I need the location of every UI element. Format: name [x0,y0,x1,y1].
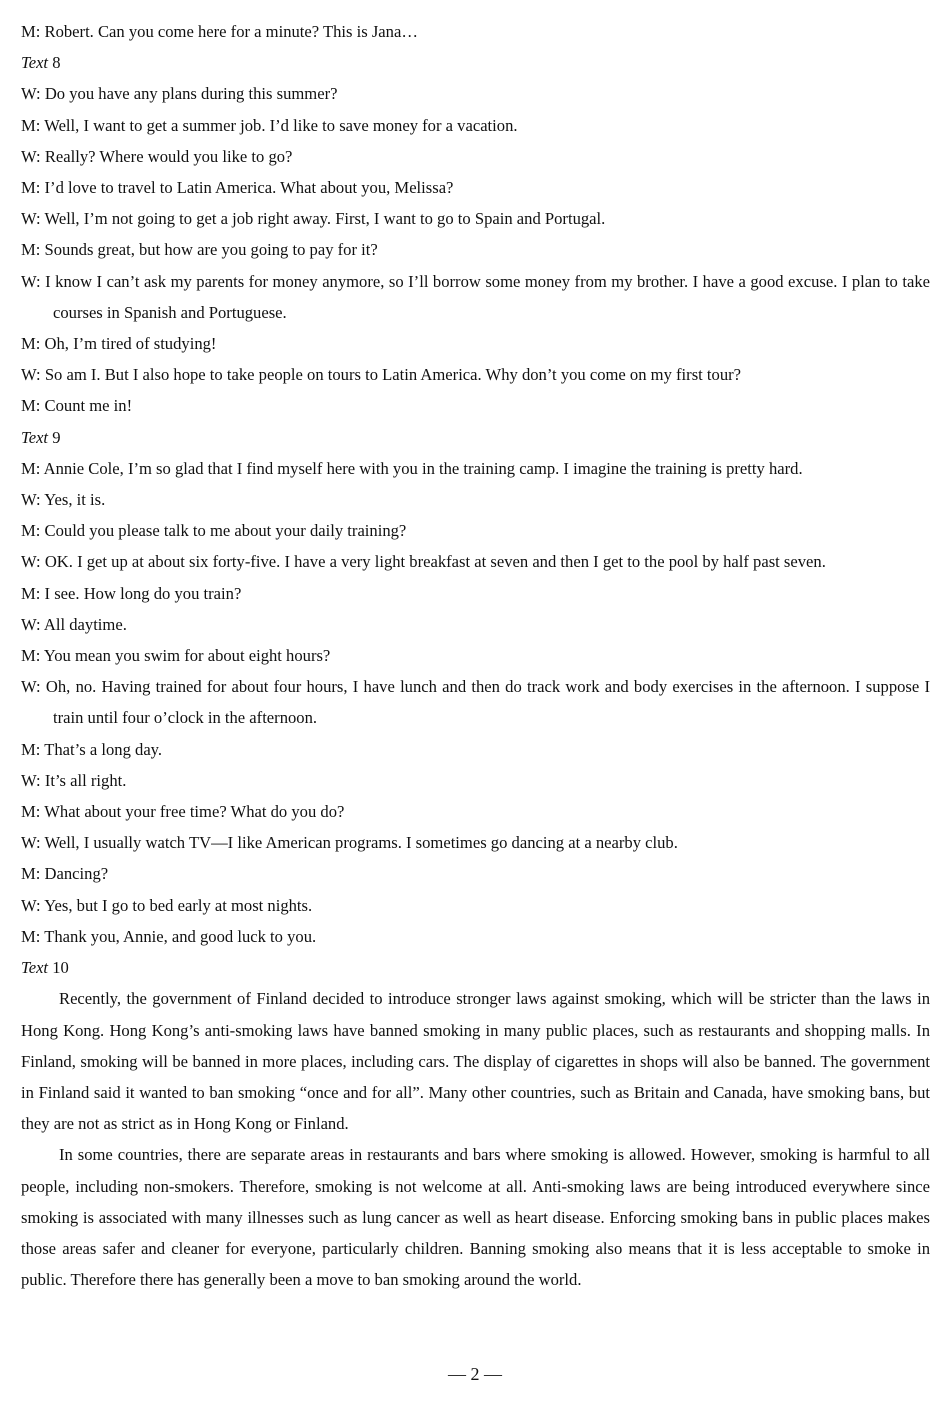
speaker-label: M: [21,583,41,603]
speaker-label: M: [21,521,41,541]
speaker-label: M: [21,458,41,478]
section-heading-text-8 [21,47,930,78]
speaker-label: W: [21,271,41,291]
dialogue-turn [21,78,930,109]
turn-text: You mean you swim for about eight hours? [43,646,331,666]
turn-text: Count me in! [44,396,133,416]
transcript-content [21,16,930,1295]
section-heading-word: Text [21,427,49,447]
dialogue-turn [21,110,930,141]
turn-text: Well, I want to get a summer job. I’d like to save money for a vacation. [44,115,518,135]
speaker-label: M: [21,334,41,354]
turn-text: Really? Where would you like to go? [44,146,293,166]
passage-paragraph: In some countries, there are separate areas in restaurants and bars where smoking is allowed. However, smoking is harmful to all people, including non-smokers. Therefore, smoking is not welcome at all. Anti-smoking laws are being introduced everywhere since smoking is associated with many illnesses such as lung cancer as well as heart disease. Enforcing smoking bans in public places makes those areas safer and cleaner for everyone, particularly children. Banning smoking also means that it is less acceptable to smoke in public. Therefore there has generally been a move to ban smoking around the world. [21,1145,930,1290]
speaker-label: M: [21,115,41,135]
dialogue-turn [21,578,930,609]
dialogue-turn [21,266,930,328]
speaker-label: M: [21,739,41,759]
turn-text: Oh, I’m tired of studying! [44,334,217,354]
page-number: — 2 — [448,1364,502,1384]
speaker-label: W: [21,490,41,510]
dialogue-turn [21,609,930,640]
dialogue-turn [21,858,930,889]
speaker-label: W: [21,833,41,853]
turn-text: I know I can’t ask my parents for money anymore, so I’ll borrow some money from my brother. I have a good excuse. I plan to take courses in Spanish and Portuguese. [45,271,930,322]
dialogue-turn [21,172,930,203]
dialogue-turn [21,141,930,172]
speaker-label: M: [21,802,41,822]
section-heading-number: 10 [52,958,69,978]
dialogue-turn [21,640,930,671]
speaker-label: W: [21,895,41,915]
turn-text: Thank you, Annie, and good luck to you. [44,926,317,946]
section-heading-number: 9 [52,427,61,447]
dialogue-turn [21,671,930,733]
speaker-label: W: [21,365,41,385]
speaker-label: W: [21,552,41,572]
speaker-label: W: [21,84,41,104]
section-heading-text-9 [21,422,930,453]
dialogue-turn [21,796,930,827]
speaker-label: M: [21,178,41,198]
dialogue-turn [21,734,930,765]
dialogue-turn [21,453,930,484]
intro-line: M: Robert. Can you come here for a minute? This is Jana… [21,22,418,41]
turn-text: Oh, no. Having trained for about four hours, I have lunch and then do track work and body exercises in the afternoon. I suppose I train until four o’clock in the afternoon. [45,677,930,728]
dialogue-turn [21,328,930,359]
speaker-label: M: [21,646,41,666]
section-heading-text-10 [21,952,930,983]
speaker-label: W: [21,146,41,166]
speaker-label: M: [21,926,41,946]
turn-text: Well, I’m not going to get a job right away. First, I want to go to Spain and Portugal. [44,209,606,229]
turn-text: Well, I usually watch TV—I like American programs. I sometimes go dancing at a nearby club. [44,833,678,853]
turn-text: So am I. But I also hope to take people on tours to Latin America. Why don’t you come on my first tour? [44,365,742,385]
turn-text: What about your free time? What do you do? [44,802,345,822]
turn-text: All daytime. [43,614,127,634]
turn-text: Yes, it is. [44,490,106,510]
dialogue-turn [21,203,930,234]
turn-text: Sounds great, but how are you going to pay for it? [44,240,378,260]
speaker-label: W: [21,677,41,697]
turn-text: It’s all right. [44,770,127,790]
turn-text: Annie Cole, I’m so glad that I find myself here with you in the training camp. I imagine the training is pretty hard. [43,458,803,478]
turn-text: That’s a long day. [44,739,163,759]
speaker-label: W: [21,209,41,229]
dialogue-turn [21,921,930,952]
dialogue-turn [21,234,930,265]
section-heading-word: Text [21,958,49,978]
speaker-label: M: [21,864,41,884]
dialogue-turn [21,827,930,858]
turn-text: Could you please talk to me about your daily training? [44,521,407,541]
speaker-label: W: [21,614,41,634]
dialogue-turn [21,515,930,546]
dialogue-turn [21,546,930,577]
dialogue-turn [21,359,930,390]
turn-text: I’d love to travel to Latin America. What about you, Melissa? [44,178,454,198]
dialogue-turn [21,390,930,421]
turn-text: I see. How long do you train? [44,583,242,603]
speaker-label: W: [21,770,41,790]
dialogue-turn [21,765,930,796]
section-heading-word: Text [21,53,49,73]
turn-text: Do you have any plans during this summer? [44,84,338,104]
turn-text: Dancing? [44,864,109,884]
section-heading-number: 8 [52,53,61,73]
dialogue-turn [21,484,930,515]
turn-text: OK. I get up at about six forty-five. I have a very light breakfast at seven and then I get to the pool by half past seven. [44,552,826,572]
turn-text: Yes, but I go to bed early at most nights. [44,895,313,915]
dialogue-turn [21,890,930,921]
passage-paragraph: Recently, the government of Finland decided to introduce stronger laws against smoking, which will be stricter than the laws in Hong Kong. Hong Kong’s anti-smoking laws have banned smoking in many public places, such as restaurants and shopping malls. In Finland, smoking will be banned in more places, including cars. The display of cigarettes in shops will also be banned. The government in Finland said it wanted to ban smoking “once and for all”. Many other countries, such as Britain and Canada, have smoking bans, but they are not as strict as in Hong Kong or Finland. [21,989,930,1134]
speaker-label: M: [21,396,41,416]
speaker-label: M: [21,240,41,260]
